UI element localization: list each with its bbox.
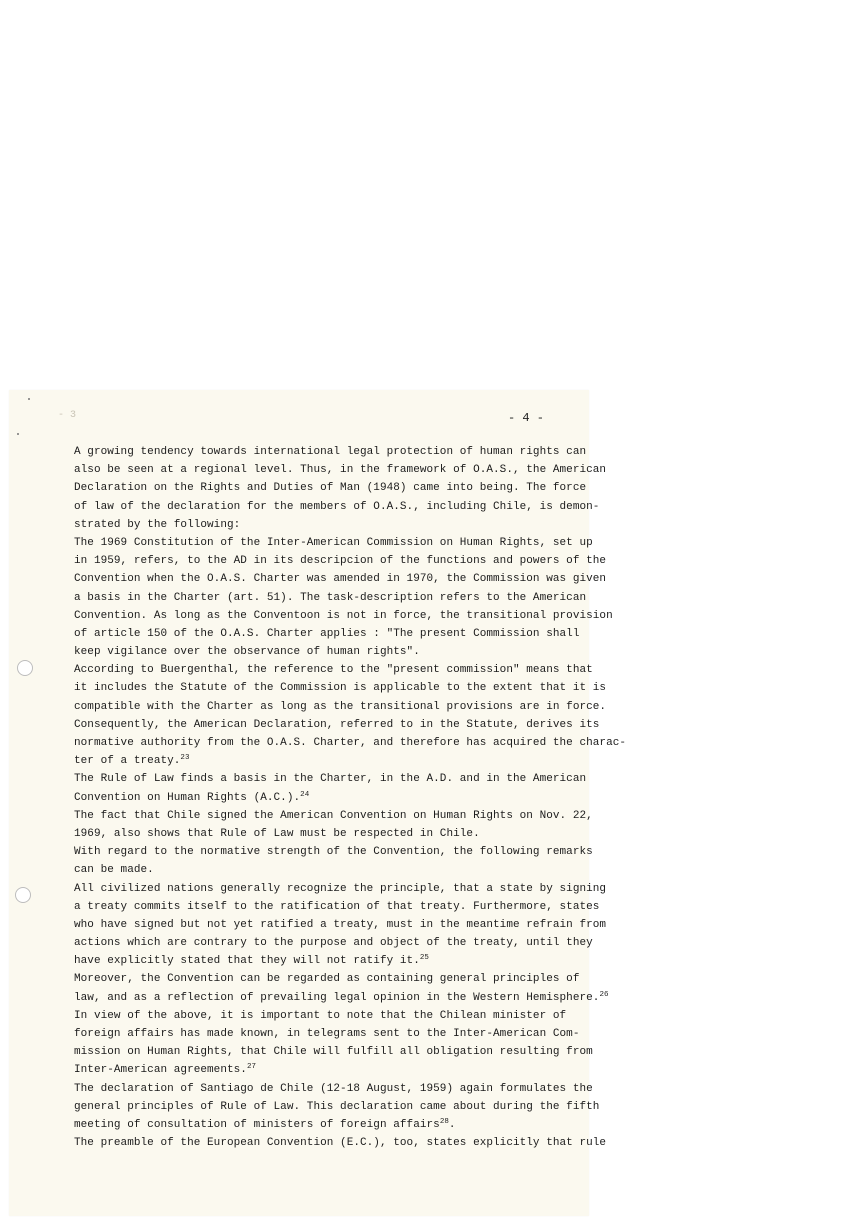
line-text: 1969, also shows that Rule of Law must be respected in Chile.: [74, 827, 480, 840]
line-text: a treaty commits itself to the ratification of that treaty. Furthermore, states: [74, 900, 600, 913]
line-text: Moreover, the Convention can be regarded as containing general principles of: [74, 973, 580, 986]
document-page: [9, 390, 627, 1216]
text-line: [74, 498, 600, 516]
text-line: [74, 679, 607, 697]
line-text-tail: .: [448, 1118, 456, 1131]
line-text: The Rule of Law finds a basis in the Charter, in the A.D. and in the American: [74, 773, 587, 786]
text-line: [74, 970, 584, 988]
footnote-marker: 27: [246, 1063, 257, 1072]
text-line: [74, 1134, 607, 1152]
line-text: Declaration on the Rights and Duties of Man (1948) came into being. The force: [74, 482, 587, 495]
footnote-marker: 23: [180, 754, 190, 763]
line-text: mission on Human Rights, that Chile will fulfill all obligation resulting from: [74, 1046, 593, 1059]
text-line: [74, 807, 593, 825]
ink-speck: [28, 398, 30, 400]
page-number: - 4 -: [508, 411, 545, 425]
text-line: [74, 1007, 584, 1025]
text-line: [74, 734, 627, 752]
line-text: law, and as a reflection of prevailing legal opinion in the Western Hemisphere.: [74, 991, 600, 1004]
text-line: [74, 1116, 584, 1134]
line-text: With regard to the normative strength of the Convention, the following remarks: [74, 846, 593, 859]
text-line: [74, 552, 607, 570]
line-text: normative authority from the O.A.S. Charter, and therefore has acquired the charac-: [74, 737, 627, 749]
footnote-marker: 26: [599, 990, 609, 999]
text-line: [74, 1080, 593, 1098]
line-text: it includes the Statute of the Commission is applicable to the extent that it is: [74, 682, 607, 695]
text-line: [74, 589, 587, 607]
text-line: [74, 1025, 584, 1043]
line-text: meeting of consultation of ministers of foreign affairs: [74, 1118, 440, 1131]
line-text: ter of a treaty.: [74, 755, 181, 768]
footnote-marker: 24: [300, 790, 310, 799]
line-text: keep vigilance over the observance of human rights".: [74, 646, 420, 659]
line-text: actions which are contrary to the purpose and object of the treaty, until they: [74, 937, 593, 950]
line-text: The declaration of Santiago de Chile (12-18 August, 1959) again formulates the: [74, 1082, 593, 1095]
line-text: who have signed but not yet ratified a treaty, must in the meantime refrain from: [74, 918, 607, 931]
body-text: [74, 443, 627, 1152]
line-text: All civilized nations generally recognize the principle, that a state by signing: [74, 882, 607, 895]
text-line: [74, 625, 584, 643]
text-line: [74, 898, 600, 916]
line-text: Convention. As long as the Conventoon is not in force, the transitional provision: [74, 609, 613, 622]
line-text: compatible with the Charter as long as the transitional provisions are in force.: [74, 700, 607, 713]
text-line: [74, 916, 607, 934]
text-line: [74, 770, 587, 788]
text-line: [74, 752, 584, 770]
line-text: Inter-American agreements.: [74, 1064, 247, 1077]
line-text: a basis in the Charter (art. 51). The task-description refers to the American: [74, 591, 587, 604]
text-line: [74, 934, 593, 952]
line-text: general principles of Rule of Law. This declaration came about during the fifth: [74, 1100, 600, 1113]
text-line: [74, 643, 584, 661]
text-line: [74, 1043, 593, 1061]
text-line: [74, 534, 593, 552]
line-text: have explicitly stated that they will not ratify it.: [74, 955, 420, 968]
line-text: of article 150 of the O.A.S. Charter applies : "The present Commission shall: [74, 627, 580, 640]
line-text: also be seen at a regional level. Thus, in the framework of O.A.S., the American: [74, 464, 607, 477]
text-line: [74, 516, 584, 534]
text-line: [74, 1061, 584, 1079]
line-text: According to Buergenthal, the reference to the "present commission" means that: [74, 664, 593, 677]
ink-speck: [17, 433, 19, 435]
punch-hole: [17, 660, 33, 676]
text-line: [74, 479, 587, 497]
line-text: In view of the above, it is important to note that the Chilean minister of: [74, 1009, 567, 1022]
line-text: can be made.: [74, 864, 154, 877]
text-line: [74, 880, 607, 898]
line-text: in 1959, refers, to the AD in its descripcion of the functions and powers of the: [74, 555, 607, 568]
line-text: The fact that Chile signed the American Convention on Human Rights on Nov. 22,: [74, 809, 593, 822]
line-text: of law of the declaration for the members of O.A.S., including Chile, is demon-: [74, 500, 600, 513]
text-line: [74, 825, 584, 843]
text-line: [74, 607, 613, 625]
line-text: Convention when the O.A.S. Charter was amended in 1970, the Commission was given: [74, 573, 607, 586]
text-line: [74, 789, 584, 807]
line-text: Consequently, the American Declaration, referred to in the Statute, derives its: [74, 718, 600, 731]
line-text: The 1969 Constitution of the Inter-American Commission on Human Rights, set up: [74, 536, 593, 549]
line-text: A growing tendency towards international legal protection of human rights can: [74, 446, 587, 458]
text-line: [74, 1098, 600, 1116]
punch-hole: [15, 887, 31, 903]
text-line: [74, 443, 587, 461]
text-line: [74, 570, 607, 588]
footnote-marker: 28: [439, 1117, 449, 1126]
stray-page-mark: - 3: [58, 410, 77, 421]
text-line: [74, 861, 584, 879]
text-line: [74, 661, 593, 679]
line-text: The preamble of the European Convention (E.C.), too, states explicitly that rule: [74, 1137, 607, 1150]
text-line: [74, 461, 607, 479]
line-text: strated by the following:: [74, 518, 241, 531]
text-line: [74, 952, 584, 970]
line-text: Convention on Human Rights (A.C.).: [74, 791, 301, 804]
line-text: foreign affairs has made known, in telegrams sent to the Inter-American Com-: [74, 1028, 580, 1040]
footnote-marker: 25: [419, 954, 429, 963]
text-line: [74, 989, 609, 1007]
text-line: [74, 698, 607, 716]
text-line: [74, 843, 593, 861]
text-line: [74, 716, 600, 734]
